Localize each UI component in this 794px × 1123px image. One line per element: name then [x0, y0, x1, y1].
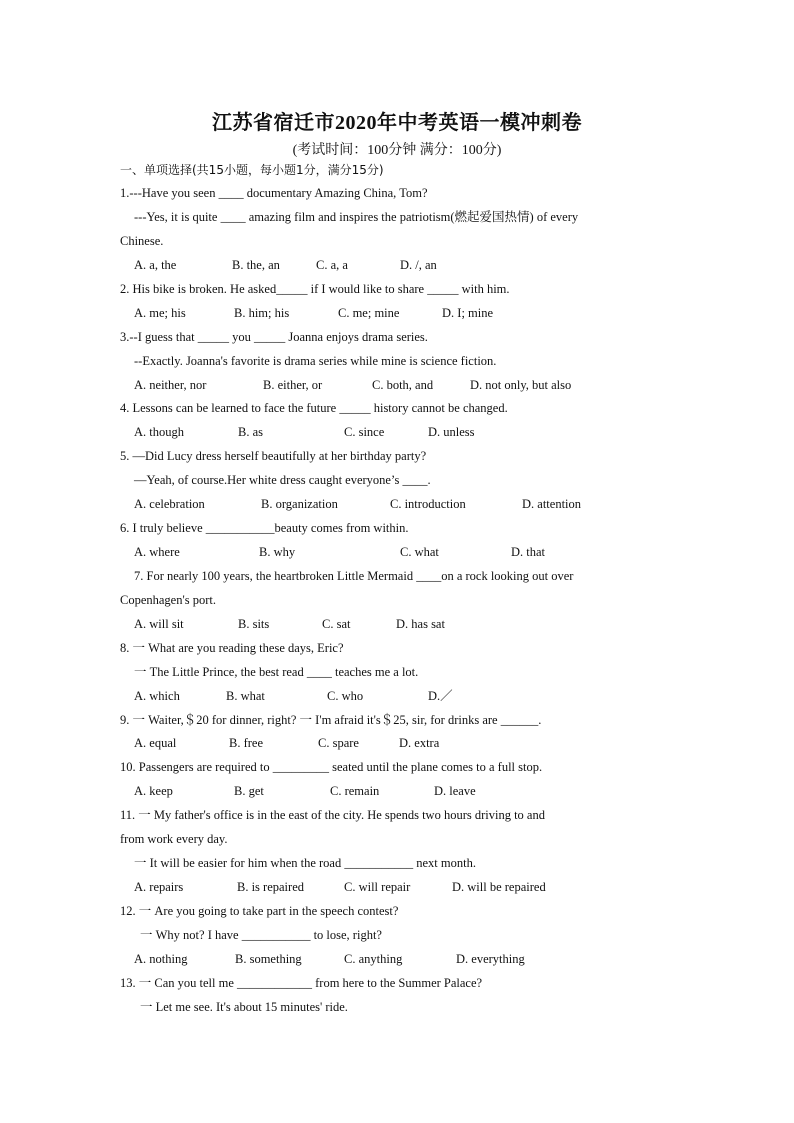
question-line: 一 Let me see. It's about 15 minutes' ride. — [140, 1000, 348, 1014]
question-line: 8. 一 What are you reading these days, Eric? — [120, 641, 344, 655]
option-b: B. either, or — [263, 378, 323, 392]
option-d: D. /, an — [400, 258, 437, 272]
question-line: 1.---Have you seen ____ documentary Amazing China, Tom? — [120, 186, 428, 200]
option-d: D. I; mine — [442, 306, 494, 320]
option-c: C. introduction — [390, 497, 466, 511]
page-title: 江苏省宿迁市2020年中考英语一模冲刺卷 — [212, 112, 582, 134]
option-b: B. is repaired — [237, 880, 304, 894]
option-b: B. get — [234, 784, 264, 798]
option-b: B. what — [226, 689, 265, 703]
option-c: C. sat — [322, 617, 351, 631]
question-line: 12. 一 Are you going to take part in the speech contest? — [120, 904, 399, 918]
option-c: C. will repair — [344, 880, 411, 894]
option-d: D.／ — [428, 689, 453, 703]
option-a: A. repairs — [134, 880, 184, 894]
option-a: A. though — [134, 425, 184, 439]
question-line: 3.--I guess that _____ you _____ Joanna enjoys drama series. — [120, 330, 428, 344]
option-d: D. extra — [399, 736, 440, 750]
option-d: D. everything — [456, 952, 525, 966]
question-line: 9. 一 Waiter,＄20 for dinner, right? 一 I'm afraid it's＄25, sir, for drinks are ______. — [120, 713, 542, 727]
option-a: A. me; his — [134, 306, 186, 320]
option-a: A. where — [134, 545, 180, 559]
question-line: 一 The Little Prince, the best read ____ teaches me a lot. — [134, 665, 419, 679]
option-c: C. a, a — [316, 258, 348, 272]
option-c: C. remain — [330, 784, 380, 798]
option-b: B. something — [235, 952, 302, 966]
option-b: B. organization — [261, 497, 338, 511]
option-a: A. a, the — [134, 258, 177, 272]
question-line: —Yeah, of course.Her white dress caught everyone’s ____. — [134, 473, 431, 487]
question-line: ---Yes, it is quite ____ amazing film and inspires the patriotism(燃起爱国热情) of every — [134, 210, 579, 224]
option-c: C. anything — [344, 952, 403, 966]
option-b: B. sits — [238, 617, 270, 631]
option-c: C. what — [400, 545, 439, 559]
question-line: 一 Why not? I have ___________ to lose, right? — [140, 928, 382, 942]
option-a: A. will sit — [134, 617, 184, 631]
question-line: 11. 一 My father's office is in the east of the city. He spends two hours driving to and — [120, 808, 545, 822]
option-a: A. celebration — [134, 497, 205, 511]
question-line: --Exactly. Joanna's favorite is drama series while mine is science fiction. — [134, 354, 497, 368]
option-d: D. not only, but also — [470, 378, 572, 392]
option-c: C. both, and — [372, 378, 434, 392]
question-line: from work every day. — [120, 832, 228, 846]
option-c: C. since — [344, 425, 385, 439]
option-c: C. me; mine — [338, 306, 400, 320]
question-line: 5. —Did Lucy dress herself beautifully at her birthday party? — [120, 449, 427, 463]
question-line: 一 It will be easier for him when the road ___________ next month. — [134, 856, 476, 870]
option-a: A. keep — [134, 784, 173, 798]
option-d: D. attention — [522, 497, 582, 511]
question-line: Chinese. — [120, 234, 164, 248]
option-a: A. nothing — [134, 952, 188, 966]
exam-info: (考试时间：100分钟 满分：100分) — [292, 143, 502, 158]
question-line: 10. Passengers are required to _________ seated until the plane comes to a full stop. — [120, 760, 543, 774]
option-b: B. him; his — [234, 306, 290, 320]
option-d: D. that — [511, 545, 546, 559]
question-line: Copenhagen's port. — [120, 593, 216, 607]
option-d: D. will be repaired — [452, 880, 546, 894]
option-d: D. has sat — [396, 617, 445, 631]
option-a: A. neither, nor — [134, 378, 207, 392]
question-line: 13. 一 Can you tell me ____________ from here to the Summer Palace? — [120, 976, 483, 990]
question-line: 7. For nearly 100 years, the heartbroken Little Mermaid ____on a rock looking out over — [134, 569, 574, 583]
section-heading: 一、单项选择(共15小题，每小题1分，满分15分) — [120, 163, 384, 177]
question-line: 6. I truly believe ___________beauty comes from within. — [120, 521, 409, 535]
question-line: 2. His bike is broken. He asked_____ if I would like to share _____ with him. — [120, 282, 510, 296]
option-c: C. spare — [318, 736, 359, 750]
option-d: D. unless — [428, 425, 475, 439]
option-b: B. why — [259, 545, 296, 559]
option-a: A. which — [134, 689, 180, 703]
option-d: D. leave — [434, 784, 476, 798]
option-b: B. as — [238, 425, 263, 439]
option-c: C. who — [327, 689, 364, 703]
option-b: B. the, an — [232, 258, 280, 272]
option-b: B. free — [229, 736, 264, 750]
option-a: A. equal — [134, 736, 177, 750]
question-line: 4. Lessons can be learned to face the future _____ history cannot be changed. — [120, 401, 508, 415]
